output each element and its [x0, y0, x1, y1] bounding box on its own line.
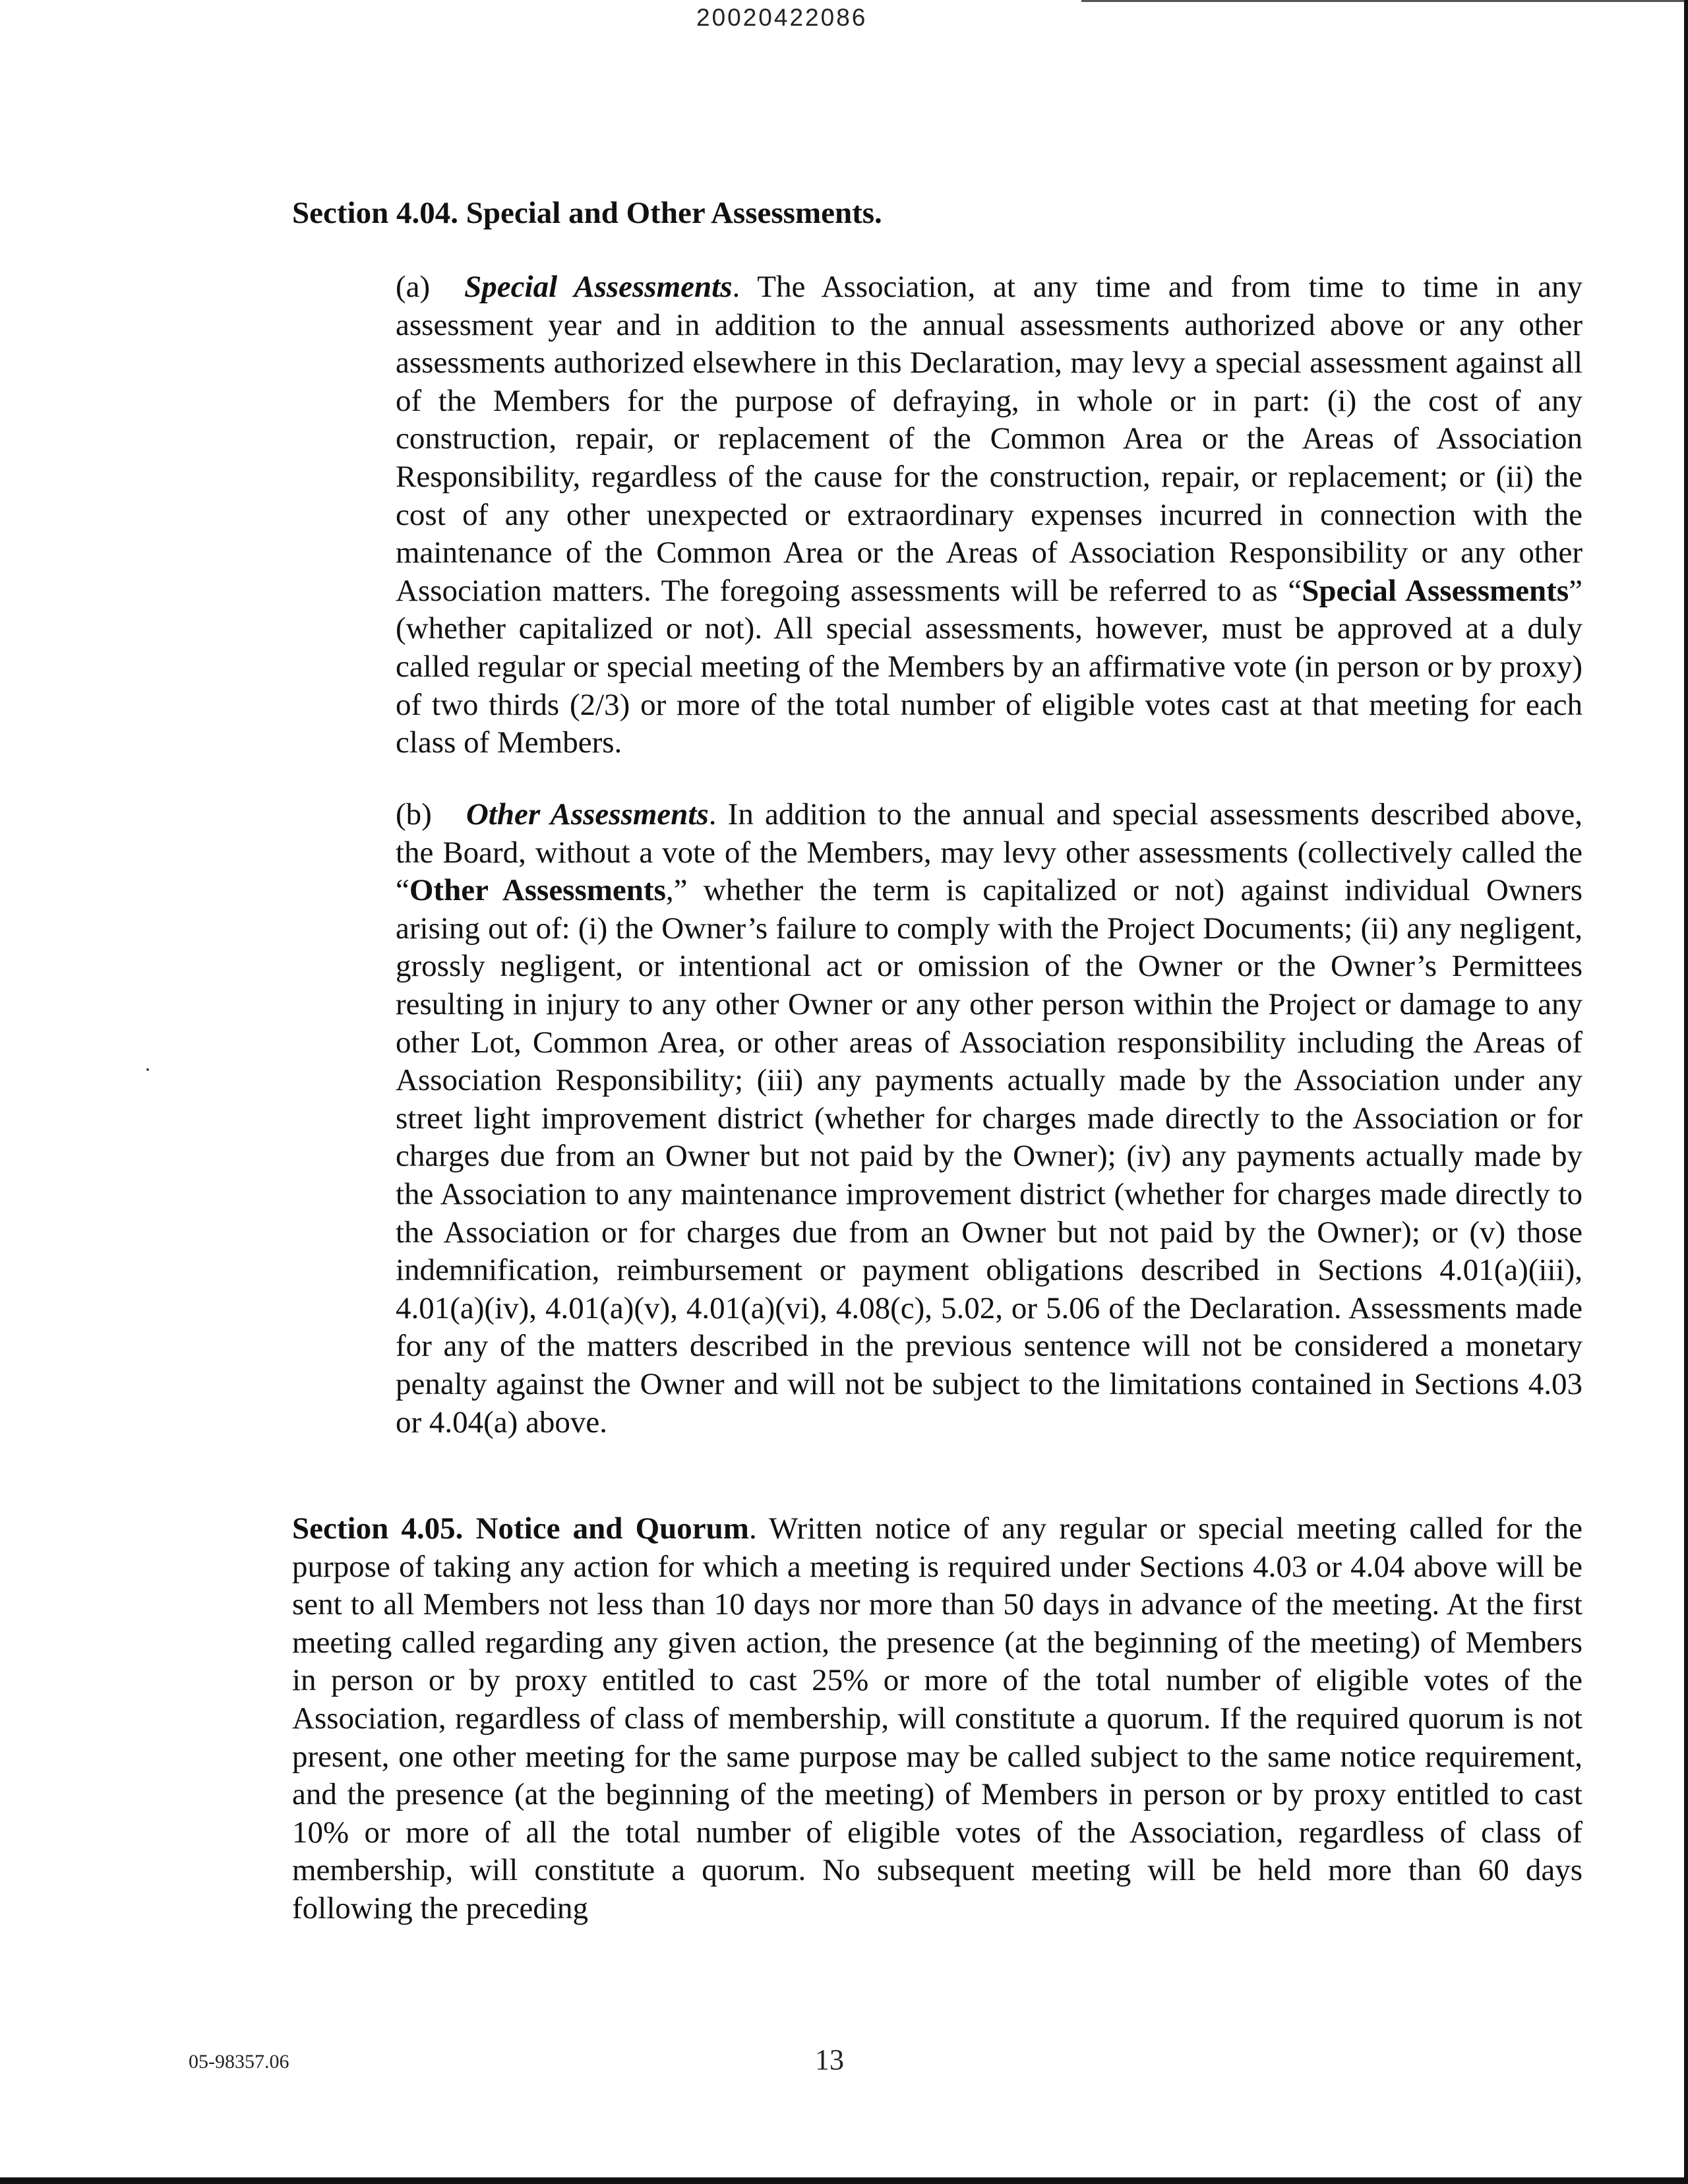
paragraph-a-label: (a) [396, 270, 431, 304]
paragraph-a-special-assessments [292, 268, 1582, 762]
paragraph-b-label: (b) [396, 797, 432, 832]
scan-bottom-edge [0, 2177, 1688, 2184]
paragraph-a-text-2: ” (whether capitalized or not). All special assessments, however, must be approved at a duly called regular or special meeting of the Members by an affirmative vote (in person or by proxy) of two thirds (2/3) or more of the total number of eligible votes cast at that meeting for each class of Members. [396, 573, 1582, 760]
paragraph-a-text-1: . The Association, at any time and from time to time in any assessment year and in addition to the annual assessments authorized above or any other assessments authorized elsewhere in this Declaration, may levy a special assessment against all of the Members for the purpose of defraying, in whole or in part: (i) the cost of any construction, repair, or replacement of the Common Area or the Areas of Association Responsibility, regardless of the cause for the construction, repair, or replacement; or (ii) the cost of any other unexpected or extraordinary expenses incurred in connection with the maintenance of the Common Area or the Areas of Association Responsibility or any other Association matters. The foregoing assessments will be referred to as “ [396, 270, 1582, 608]
special-assessments-term: Special Assessments [1302, 573, 1569, 608]
scan-speck [146, 1068, 149, 1071]
paragraph-b-other-assessments [292, 796, 1582, 1441]
paragraph-b-text-2: ,” whether the term is capitalized or not) against individual Owners arising out of: (i) the Owner’s failure to comply with the Project Documents; (ii) any negligent, grossly negligent, or intentional act or omission of the Owner or the Owner’s Permittees resulting in injury to any other Owner or any other person within the Project or damage to any other Lot, Common Area, or other areas of Association responsibility including the Areas of Association Responsibility; (iii) any payments actually made by the Association under any street light improvement district (whether for charges made directly to the Association or for charges due from an Owner but not paid by the Owner); (iv) any payments actually made by the Association to any maintenance improvement district (whether for charges made directly to the Association or for charges due from an Owner but not paid by the Owner); or (v) those indemnification, reimbursement or payment obligations described in Sections 4.01(a)(iii), 4.01(a)(iv), 4.01(a)(v), 4.01(a)(vi), 4.08(c), 5.02, or 5.06 of the Declaration. Assessments made for any of the matters described in the previous sentence will not be considered a monetary penalty against the Owner and will not be subject to the limitations contained in Sections 4.03 or 4.04(a) above. [396, 873, 1582, 1440]
scan-right-edge [1684, 0, 1688, 2184]
section-405-text: . Written notice of any regular or special meeting called for the purpose of taking any action for which a meeting is required under Sections 4.03 or 4.04 above will be sent to all Members not less than 10 days nor more than 50 days in advance of the meeting. At the first meeting called regarding any given action, the presence (at the beginning of the meeting) of Members in person or by proxy entitled to cast 25% or more of the total number of eligible votes of the Association, regardless of class of membership, will constitute a quorum. If the required quorum is not present, one other meeting for the same purpose may be called subject to the same notice requirement, and the presence (at the beginning of the meeting) of Members in person or by proxy entitled to cast 10% or more of all the total number of eligible votes of the Association, regardless of class of membership, will constitute a quorum. No subsequent meeting will be held more than 60 days following the preceding [292, 1511, 1582, 1926]
scan-top-rule [1081, 0, 1688, 2]
other-assessments-term: Other Assessments [409, 873, 666, 908]
section-405-heading: Section 4.05. Notice and Quorum [292, 1511, 749, 1546]
section-404-heading: Section 4.04. Special and Other Assessments. [292, 196, 882, 230]
section-405-paragraph [189, 1510, 1582, 1928]
footer-document-code: 05-98357.06 [189, 2051, 289, 2073]
document-id: 20020422086 [696, 4, 868, 31]
paragraph-b-title: Other Assessments [466, 797, 709, 832]
paragraph-a-title: Special Assessments [464, 270, 733, 304]
paragraph-b-text-1: . In addition to the annual and special assessments described above, the Board, without a vote of the Members, may levy other assessments (collectively called the “ [396, 797, 1583, 908]
page-number: 13 [815, 2044, 844, 2076]
